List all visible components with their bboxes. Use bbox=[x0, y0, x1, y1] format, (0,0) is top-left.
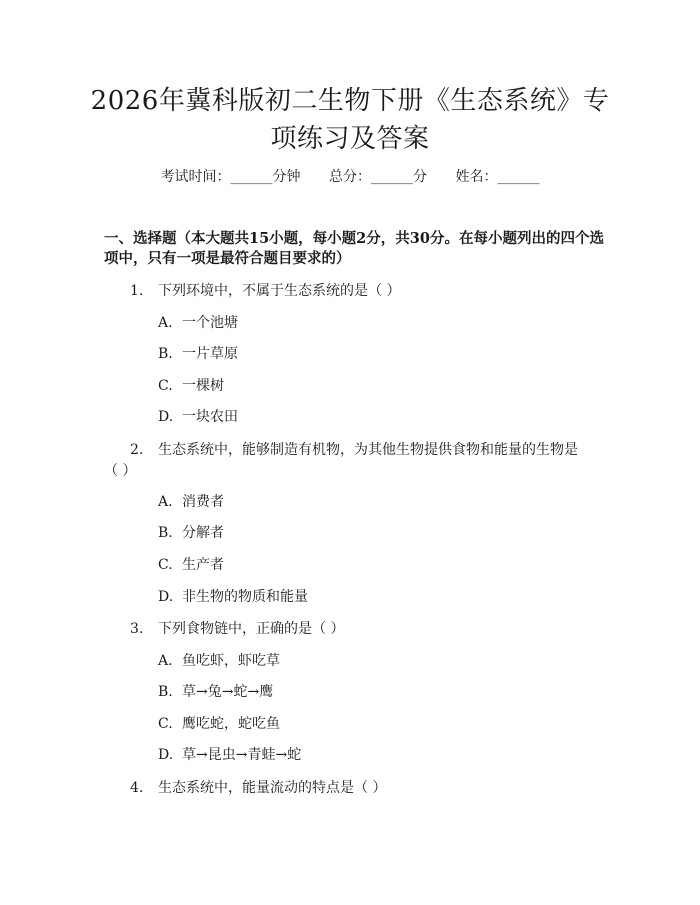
option-letter: A. bbox=[158, 315, 173, 331]
option bbox=[158, 344, 238, 364]
option bbox=[158, 682, 273, 702]
option bbox=[158, 407, 238, 427]
option-text: 一片草原 bbox=[182, 346, 238, 362]
question-number: 2. bbox=[130, 442, 144, 458]
option bbox=[158, 714, 280, 734]
question-number: 1. bbox=[130, 283, 144, 299]
option-text: 草→昆虫→青蛙→蛇 bbox=[182, 747, 302, 763]
option bbox=[158, 523, 224, 543]
question-number: 3. bbox=[130, 621, 144, 637]
option-text: 消费者 bbox=[182, 494, 224, 510]
question-text: 下列食物链中，正确的是（ ） bbox=[158, 621, 345, 637]
option-letter: D. bbox=[158, 589, 174, 605]
question-2-continuation: （ ） bbox=[104, 463, 137, 479]
question-text: 下列环境中，不属于生态系统的是（ ） bbox=[158, 283, 401, 299]
question-number: 4. bbox=[130, 780, 144, 796]
option bbox=[158, 555, 224, 575]
option-text: 一块农田 bbox=[182, 409, 238, 425]
option-letter: A. bbox=[158, 494, 173, 510]
exam-meta bbox=[0, 167, 700, 187]
option-letter: C. bbox=[158, 716, 173, 732]
option-text: 非生物的物质和能量 bbox=[182, 589, 308, 605]
option-text: 鹰吃蛇，蛇吃鱼 bbox=[182, 716, 280, 732]
question-text: 生态系统中，能量流动的特点是（ ） bbox=[158, 780, 387, 796]
option-text: 分解者 bbox=[182, 525, 224, 541]
option-text: 一个池塘 bbox=[182, 315, 238, 331]
document-title: 2026年冀科版初二生物下册《生态系统》专项练习及答案 bbox=[90, 86, 610, 154]
option-text: 草→兔→蛇→鹰 bbox=[182, 684, 274, 700]
option-letter: A. bbox=[158, 653, 173, 669]
option-letter: C. bbox=[158, 557, 173, 573]
option-letter: B. bbox=[158, 525, 173, 541]
option-letter: B. bbox=[158, 684, 173, 700]
exam-time: 考试时间：______分钟 bbox=[160, 169, 301, 185]
option-letter: C. bbox=[158, 378, 173, 394]
option bbox=[158, 376, 224, 396]
question-1 bbox=[130, 281, 400, 301]
option-text: 生产者 bbox=[182, 557, 224, 573]
option bbox=[158, 651, 280, 671]
option bbox=[158, 492, 224, 512]
option-text: 一棵树 bbox=[182, 378, 224, 394]
question-3 bbox=[130, 619, 344, 639]
total-score: 总分：______分 bbox=[329, 169, 427, 185]
question-4 bbox=[130, 778, 386, 798]
option-letter: B. bbox=[158, 346, 173, 362]
option bbox=[158, 745, 301, 765]
option-letter: D. bbox=[158, 409, 174, 425]
option-text: 鱼吃虾，虾吃草 bbox=[182, 653, 280, 669]
option bbox=[158, 587, 308, 607]
question-2 bbox=[130, 440, 578, 460]
section-heading: 一、选择题（本大题共15小题，每小题2分，共30分。在每小题列出的四个选项中，只有一项是最符合题目要求的） bbox=[104, 230, 604, 267]
option bbox=[158, 313, 238, 333]
question-text: 生态系统中，能够制造有机物，为其他生物提供食物和能量的生物是 bbox=[158, 442, 578, 458]
student-name: 姓名：______ bbox=[455, 169, 540, 185]
option-letter: D. bbox=[158, 747, 174, 763]
